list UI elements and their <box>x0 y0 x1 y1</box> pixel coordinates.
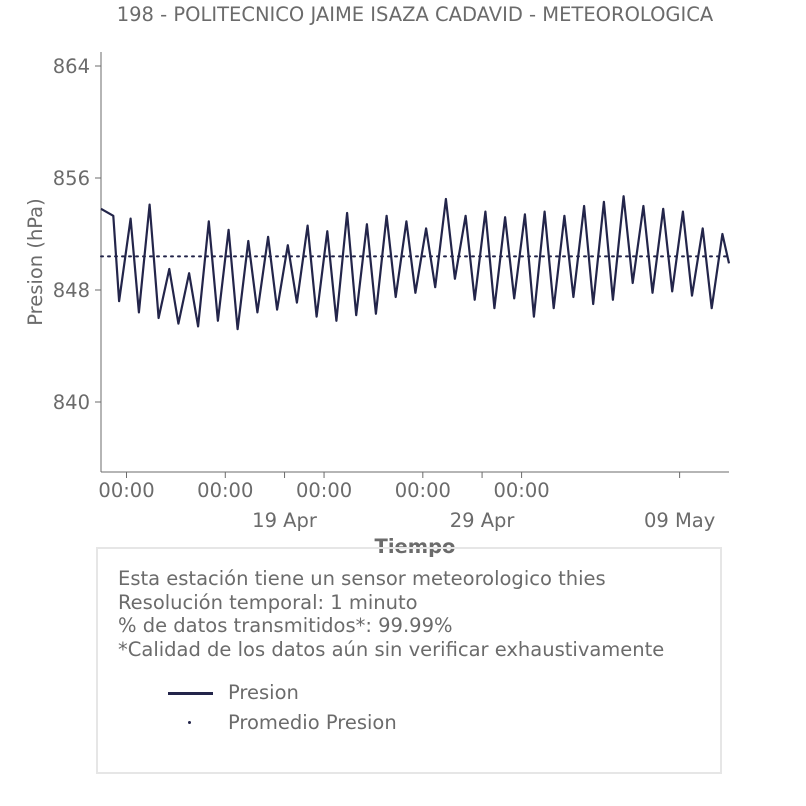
info-line-transmitted: % de datos transmitidos*: 99.99% <box>118 614 453 637</box>
series-presion <box>101 196 729 329</box>
y-tick-label: 848 <box>52 279 90 302</box>
y-tick-label: 840 <box>52 391 90 414</box>
y-tick-label: 856 <box>52 167 90 190</box>
plot-area <box>101 196 729 329</box>
y-axis-label: Presion (hPa) <box>24 198 47 326</box>
x-tick-label-time: 00:00 <box>197 479 254 502</box>
info-lines <box>118 567 664 661</box>
x-tick-label-time: 00:00 <box>493 479 550 502</box>
info-box <box>96 547 722 774</box>
x-ticks <box>98 472 715 532</box>
legend-label-promedio: Promedio Presion <box>228 711 397 734</box>
x-axis-label: Tiempo <box>374 535 456 558</box>
x-tick-label-date: 19 Apr <box>252 509 317 532</box>
y-tick-label: 864 <box>52 55 90 78</box>
legend-label-presion: Presion <box>228 681 299 704</box>
x-tick-label-time: 00:00 <box>394 479 451 502</box>
x-tick-label-date: 09 May <box>643 509 716 532</box>
info-line-sensor: Esta estación tiene un sensor meteorologico thies <box>118 567 606 590</box>
x-tick-label-time: 00:00 <box>98 479 155 502</box>
legend-line-icon <box>168 692 213 695</box>
y-ticks <box>53 55 101 414</box>
info-line-resolution: Resolución temporal: 1 minuto <box>118 590 418 614</box>
info-line-quality: *Calidad de los datos aún sin verificar exhaustivamente <box>118 637 665 661</box>
chart-title: 198 - POLITECNICO JAIME ISAZA CADAVID - METEOROLOGICA <box>116 3 714 26</box>
x-tick-label-time: 00:00 <box>295 479 353 502</box>
x-tick-label-date: 29 Apr <box>449 509 515 532</box>
legend-dot-icon <box>188 721 191 724</box>
